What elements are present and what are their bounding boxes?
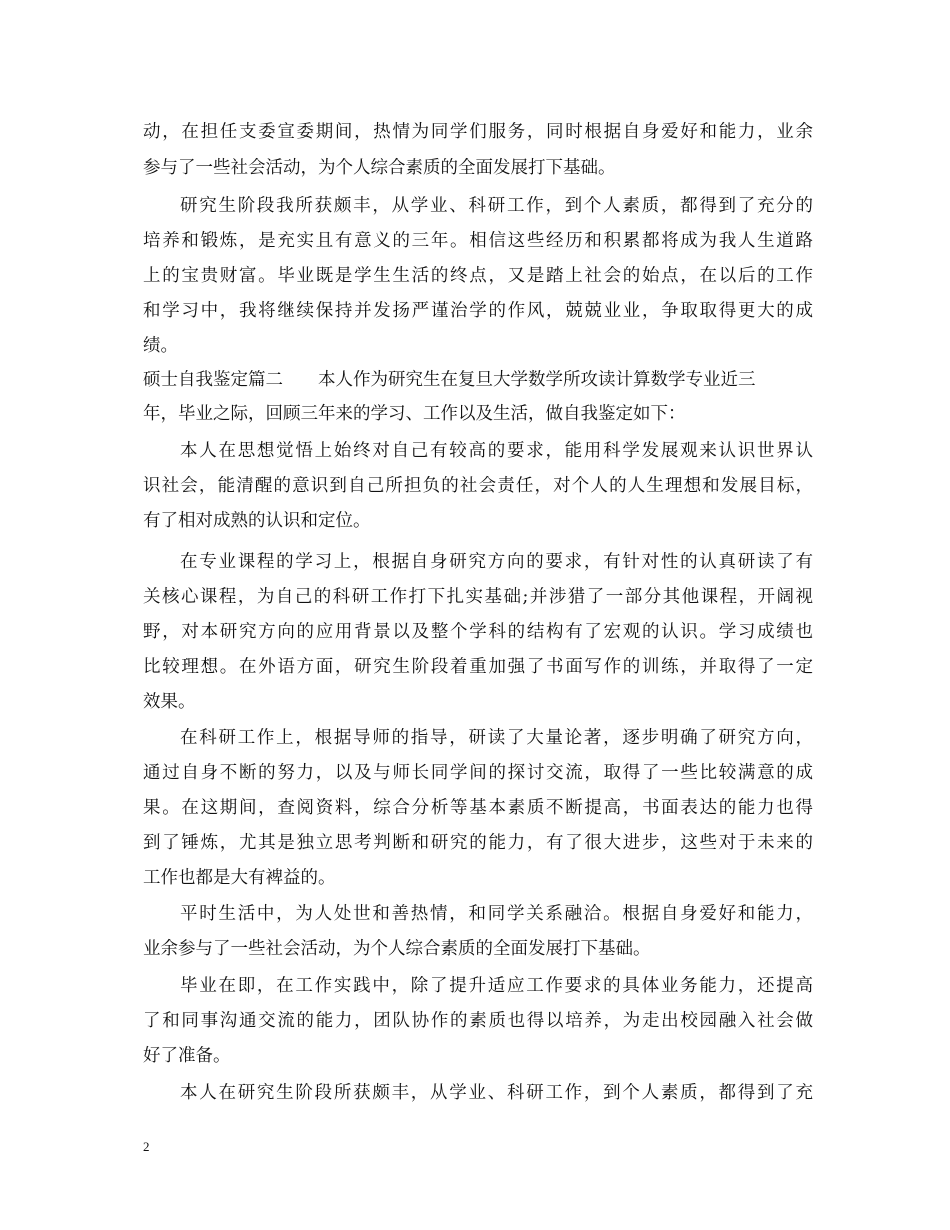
paragraph-first-line: 平时生活中，为人处世和善热情，和同学关系融洽。根据自身爱好和能力， bbox=[180, 904, 813, 924]
text-line: 效果。 bbox=[143, 692, 196, 712]
text-line: 识社会，能清醒的意识到自己所担负的社会责任，对个人的人生理想和发展目标， bbox=[143, 476, 813, 496]
text-line: 了和同事沟通交流的能力，团队协作的素质也得以培养，为走出校园融入社会做 bbox=[143, 1011, 813, 1031]
text-line: 绩。 bbox=[143, 336, 178, 356]
text-line: 野，对本研究方向的应用背景以及整个学科的结构有了宏观的认识。学习成绩也 bbox=[143, 622, 813, 642]
text-line: 动，在担任支委宣委期间，热情为同学们服务，同时根据自身爱好和能力，业余 bbox=[143, 122, 813, 142]
text-line: 果。在这期间，查阅资料，综合分析等基本素质不断提高，书面表达的能力也得 bbox=[143, 798, 813, 818]
paragraph-first-line: 在专业课程的学习上，根据自身研究方向的要求，有针对性的认真研读了有 bbox=[180, 552, 813, 572]
text-line: 年，毕业之际，回顾三年来的学习、工作以及生活，做自我鉴定如下： bbox=[143, 404, 686, 424]
paragraph-first-line: 本人在思想觉悟上始终对自己有较高的要求，能用科学发展观来认识世界认 bbox=[180, 441, 813, 461]
text-line: 上的宝贵财富。毕业既是学生生活的终点，又是踏上社会的始点，在以后的工作 bbox=[143, 266, 813, 286]
paragraph-first-line: 本人在研究生阶段所获颇丰，从学业、科研工作，到个人素质，都得到了充 bbox=[180, 1083, 813, 1103]
paragraph-first-line: 研究生阶段我所获颇丰，从学业、科研工作，到个人素质，都得到了充分的 bbox=[180, 196, 813, 216]
text-line: 比较理想。在外语方面，研究生阶段着重加强了书面写作的训练，并取得了一定 bbox=[143, 657, 813, 677]
text-line: 好了准备。 bbox=[143, 1046, 231, 1066]
text-line: 通过自身不断的努力，以及与师长同学间的探讨交流，取得了一些比较满意的成 bbox=[143, 763, 813, 783]
text-line: 到了锤炼，尤其是独立思考判断和研究的能力，有了很大进步，这些对于未来的 bbox=[143, 833, 813, 853]
page-number: 2 bbox=[143, 1139, 150, 1154]
text-line: 有了相对成熟的认识和定位。 bbox=[143, 511, 371, 531]
section-heading-line: 硕士自我鉴定篇二 本人作为研究生在复旦大学数学所攻读计算数学专业近三 bbox=[143, 370, 756, 390]
text-line: 培养和锻炼，是充实且有意义的三年。相信这些经历和积累都将成为我人生道路 bbox=[143, 231, 813, 251]
paragraph-first-line: 毕业在即，在工作实践中，除了提升适应工作要求的具体业务能力，还提高 bbox=[180, 976, 813, 996]
paragraph-first-line: 在科研工作上，根据导师的指导，研读了大量论著，逐步明确了研究方向， bbox=[180, 728, 813, 748]
text-line: 参与了一些社会活动，为个人综合素质的全面发展打下基础。 bbox=[143, 158, 616, 178]
text-line: 和学习中，我将继续保持并发扬严谨治学的作风，兢兢业业，争取取得更大的成 bbox=[143, 301, 813, 321]
text-line: 业余参与了一些社会活动，为个人综合素质的全面发展打下基础。 bbox=[143, 939, 651, 959]
text-line: 工作也都是大有裨益的。 bbox=[143, 868, 336, 888]
text-line: 关核心课程，为自己的科研工作打下扎实基础;并涉猎了一部分其他课程，开阔视 bbox=[143, 587, 813, 607]
